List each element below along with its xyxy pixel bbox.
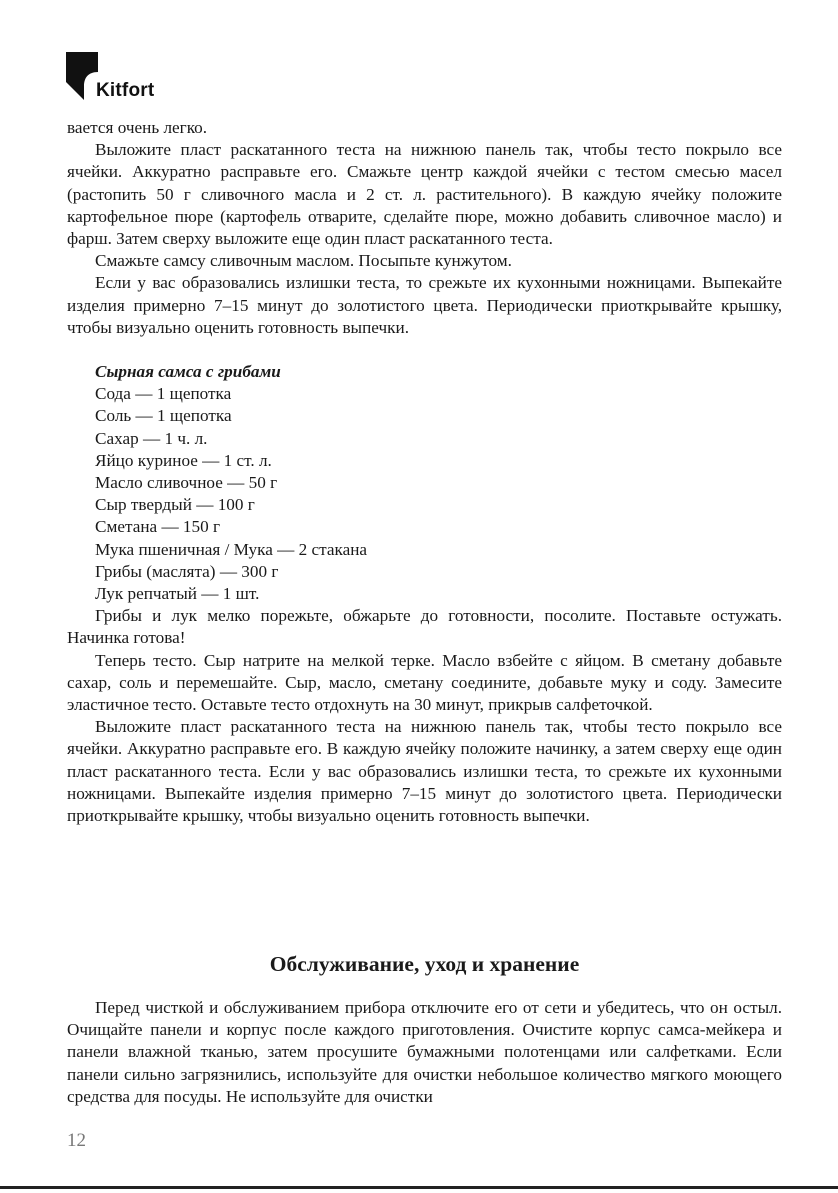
ingredient-item: Сыр твердый — 100 г (95, 495, 255, 515)
intro-paragraph-3: Если у вас образовались излишки теста, то срежьте их кухонными ножницами. Выпекайте изделия примерно 7–15 минут до золотистого цвета. Периодически приоткрывайте крышку, чтобы визуально оценить готовность выпечки. (67, 273, 782, 337)
recipe-paragraph-3: Выложите пласт раскатанного теста на нижнюю панель так, чтобы тесто покрыло все ячейки. Аккуратно расправьте его. В каждую ячейку положите начинку, а затем сверху еще один пласт раскатанного теста. Если у вас образовались излишки теста, то срежьте их кухонными ножницами. Выпекайте изделия примерно 7–15 минут до золотистого цвета. Периодически приоткрывайте крышку, чтобы визуально оценить готовность выпечки. (67, 717, 782, 826)
main-content (67, 117, 782, 827)
recipe-paragraph-2: Теперь тесто. Сыр натрите на мелкой терке. Масло взбейте с яйцом. В сметану добавьте сахар, соль и перемешайте. Сыр, масло, сметану соедините, добавьте муку и соду. Замесите эластичное тесто. Оставьте тесто отдохнуть на 30 минут, прикрыв салфеточкой. (67, 650, 782, 715)
ingredient-item: Сода — 1 щепотка (95, 384, 232, 404)
ingredient-item: Лук репчатый — 1 шт. (95, 584, 260, 604)
section-body (67, 997, 782, 1108)
recipe-title: Сырная самса с грибами (95, 362, 281, 382)
intro-paragraph-1: Выложите пласт раскатанного теста на нижнюю панель так, чтобы тесто покрыло все ячейки. Аккуратно расправьте его. Смажьте центр каждой ячейки с тестом смесью масел (растопить 50 г сливочного масла и 2 ст. л. растительного). В каждую ячейку положите картофельное пюре (картофель отварите, сделайте пюре, можно добавить сливочное масло) и фарш. Затем сверху выложите еще один пласт раскатанного теста. (67, 140, 782, 249)
recipe-paragraph-1: Грибы и лук мелко порежьте, обжарьте до готовности, посолите. Поставьте остужать. Начинка готова! (67, 606, 782, 648)
ingredient-item: Соль — 1 щепотка (95, 406, 232, 426)
ingredient-list (67, 383, 782, 605)
section-paragraph-1: Перед чисткой и обслуживанием прибора отключите его от сети и убедитесь, что он остыл. Очищайте панели и корпус после каждого приготовления. Очистите корпус самса-мейкера и панели влажной тканью, затем просушите бумажными полотенцами или салфетками. Если панели сильно загрязнились, используйте для очистки небольшое количество мягкого моющего средства для посуды. Не используйте для очистки (67, 998, 782, 1106)
bottom-divider (0, 1186, 838, 1189)
ingredient-item: Яйцо куриное — 1 ст. л. (95, 450, 272, 470)
brand-logo (66, 52, 176, 100)
ingredient-item: Масло сливочное — 50 г (95, 473, 278, 493)
page-number: 12 (67, 1130, 86, 1151)
kitfort-logo-icon (66, 52, 98, 100)
ingredient-item: Грибы (маслята) — 300 г (95, 561, 279, 581)
intro-paragraph-2: Смажьте самсу сливочным маслом. Посыпьте кунжутом. (95, 251, 512, 271)
continuation-text: вается очень легко. (67, 118, 208, 137)
ingredient-item: Сметана — 150 г (95, 517, 221, 537)
section-heading: Обслуживание, уход и хранение (269, 952, 580, 976)
brand-name: Kitfort (96, 80, 155, 101)
ingredient-item: Сахар — 1 ч. л. (95, 428, 208, 448)
ingredient-item: Мука пшеничная / Мука — 2 стакана (95, 539, 368, 559)
